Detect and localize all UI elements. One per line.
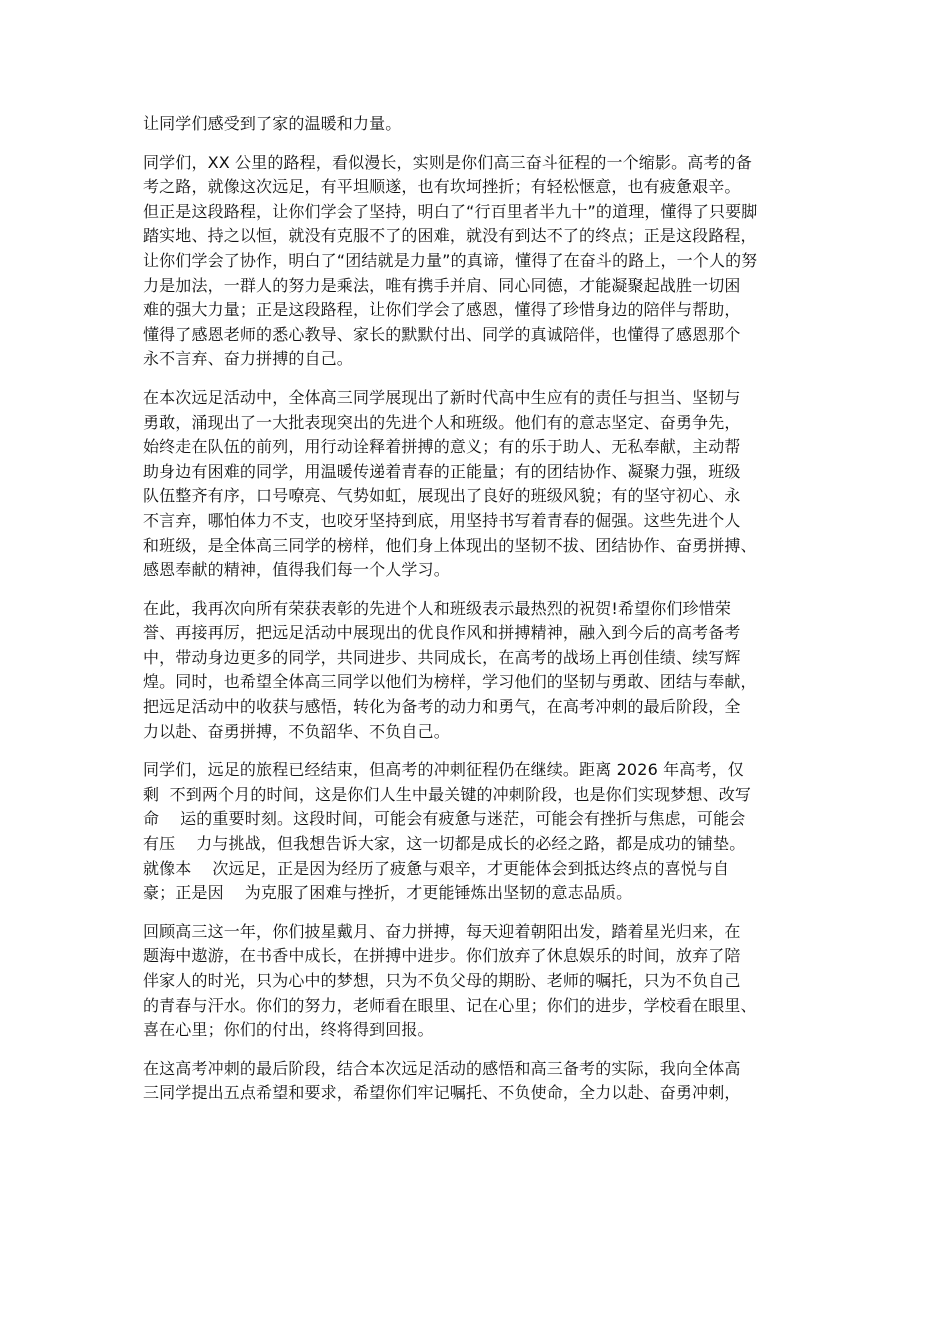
paragraph-5	[143, 758, 833, 906]
text-line: 在这高考冲刺的最后阶段，结合本次远足活动的感悟和高三备考的实际，我向全体高	[143, 1058, 741, 1078]
text-line: 三同学提出五点希望和要求，希望你们牢记嘱托、不负使命，全力以赴、奋勇冲刺，	[143, 1083, 741, 1103]
text-line: 在此，我再次向所有荣获表彰的先进个人和班级表示最热烈的祝贺!希望你们珍惜荣	[143, 598, 731, 618]
text-line: 在本次远足活动中，全体高三同学展现出了新时代高中生应有的责任与担当、坚韧与	[143, 387, 741, 407]
text-line: 永不言弃、奋力拼搏的自己。	[143, 349, 353, 369]
paragraph-4	[143, 597, 833, 745]
text-line: 感恩奉献的精神，值得我们每一个人学习。	[143, 560, 450, 580]
text-line: 有压 力与挑战，但我想告诉大家，这一切都是成长的必经之路，都是成功的铺垫。	[143, 834, 746, 854]
text-line: 踏实地、持之以恒，就没有克服不了的困难，就没有到达不了的终点；正是这段路程，	[143, 226, 757, 246]
text-line: 豪；正是因 为克服了困难与挫折，才更能锤炼出坚韧的意志品质。	[143, 883, 633, 903]
text-line: 命 运的重要时刻。这段时间，可能会有疲惫与迷茫，可能会有挫折与焦虑，可能会	[143, 809, 746, 829]
document-body	[143, 112, 833, 1120]
text-line: 回顾高三这一年，你们披星戴月、奋力拼搏，每天迎着朝阳出发，踏着星光归来，在	[143, 921, 741, 941]
text-line: 同学们，XX 公里的路程，看似漫长，实则是你们高三奋斗征程的一个缩影。高考的备	[143, 152, 752, 172]
text-line: 考之路，就像这次远足，有平坦顺遂，也有坎坷挫折；有轻松惬意，也有疲惫艰辛。	[143, 177, 741, 197]
text-line: 力以赴、奋勇拼搏，不负韶华、不负自己。	[143, 721, 450, 741]
text-line: 剩 不到两个月的时间，这是你们人生中最关键的冲刺阶段，也是你们实现梦想、改写	[143, 784, 752, 804]
paragraph-7	[143, 1057, 833, 1106]
text-line: 和班级，是全体高三同学的榜样，他们身上体现出的坚韧不拔、团结协作、奋勇拼搏、	[143, 535, 757, 555]
text-line: 伴家人的时光，只为心中的梦想，只为不负父母的期盼、老师的嘱托，只为不负自己	[143, 971, 741, 990]
text-line: 让同学们感受到了家的温暖和力量。	[143, 114, 402, 133]
paragraph-2	[143, 151, 833, 372]
text-line: 难的强大力量；正是这段路程，让你们学会了感恩，懂得了珍惜身边的陪伴与帮助，	[143, 300, 741, 320]
text-line: 懂得了感恩老师的悉心教导、家长的默默付出、同学的真诚陪伴，也懂得了感恩那个	[143, 324, 741, 344]
text-line: 勇敢，涌现出了一大批表现突出的先进个人和班级。他们有的意志坚定、奋勇争先，	[143, 412, 741, 432]
text-line: 助身边有困难的同学，用温暖传递着青春的正能量；有的团结协作、凝聚力强，班级	[143, 461, 741, 481]
text-line: 但正是这段路程，让你们学会了坚持，明白了“行百里者半九十”的道理，懂得了只要脚	[143, 201, 758, 221]
text-line: 中，带动身边更多的同学，共同进步、共同成长，在高考的战场上再创佳绩、续写辉	[143, 647, 741, 667]
text-line: 把远足活动中的收获与感悟，转化为备考的动力和勇气，在高考冲刺的最后阶段，全	[143, 697, 741, 717]
text-line: 队伍整齐有序，口号嘹亮、气势如虹，展现出了良好的班级风貌；有的坚守初心、永	[143, 486, 741, 506]
text-line: 就像本 次远足，正是因为经历了疲惫与艰辛，才更能体会到抵达终点的喜悦与自	[143, 858, 730, 878]
paragraph-6	[143, 920, 833, 1043]
text-line: 始终走在队伍的前列，用行动诠释着拼搏的意义；有的乐于助人、无私奉献，主动帮	[143, 437, 741, 457]
paragraph-3	[143, 386, 833, 583]
text-line: 的青春与汗水。你们的努力，老师看在眼里、记在心里；你们的进步，学校看在眼里、	[143, 995, 757, 1015]
text-line: 不言弃，哪怕体力不支，也咬牙坚持到底，用坚持书写着青春的倔强。这些先进个人	[143, 510, 741, 530]
text-line: 誉、再接再厉，把远足活动中展现出的优良作风和拼搏精神，融入到今后的高考备考	[143, 623, 741, 643]
text-line: 让你们学会了协作，明白了“团结就是力量”的真谛，懂得了在奋斗的路上，一个人的努	[143, 250, 758, 270]
paragraph-1	[143, 112, 833, 137]
text-line: 题海中遨游，在书香中成长，在拼搏中进步。你们放弃了休息娱乐的时间，放弃了陪	[143, 946, 741, 966]
text-line: 喜在心里；你们的付出，终将得到回报。	[143, 1020, 434, 1040]
text-line: 力是加法，一群人的努力是乘法，唯有携手并肩、同心同德，才能凝聚起战胜一切困	[143, 275, 741, 295]
text-line: 同学们，远足的旅程已经结束，但高考的冲刺征程仍在继续。距离 2026 年高考，仅	[143, 760, 744, 780]
text-line: 煌。同时，也希望全体高三同学以他们为榜样，学习他们的坚韧与勇敢、团结与奉献，	[143, 672, 757, 692]
